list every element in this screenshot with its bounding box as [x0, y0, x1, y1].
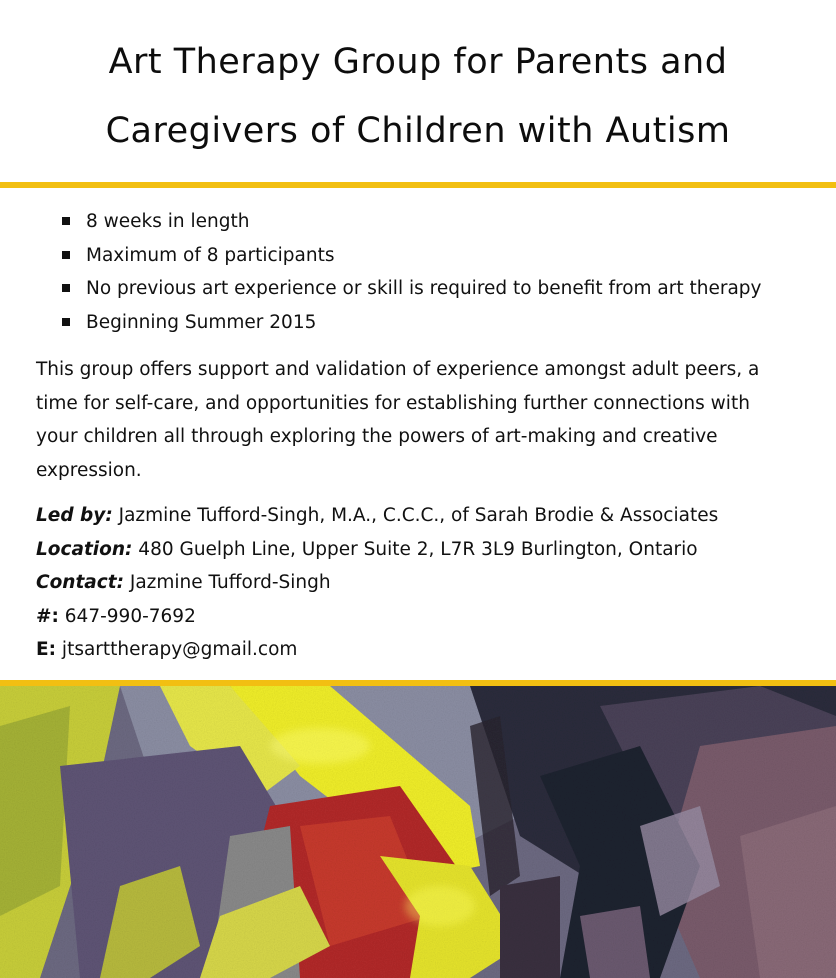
square-bullet-icon — [62, 284, 70, 292]
location-row — [36, 533, 806, 567]
top-accent-rule — [0, 182, 836, 188]
main-content — [36, 205, 806, 667]
led-by-row — [36, 499, 806, 533]
list-item-text: 8 weeks in length — [86, 211, 250, 232]
phone-row — [36, 600, 806, 634]
list-item-text: No previous art experience or skill is required to benefit from art therapy — [86, 278, 762, 299]
phone-label: #: — [36, 605, 59, 627]
abstract-painting-image — [0, 686, 836, 978]
led-by-label: Led by: — [36, 505, 113, 526]
title-line-1: Art Therapy Group for Parents and — [108, 42, 728, 82]
list-item-text: Maximum of 8 participants — [86, 244, 335, 266]
location-label: Location: — [36, 538, 133, 560]
square-bullet-icon — [62, 318, 70, 326]
list-item — [62, 205, 806, 239]
list-item — [62, 239, 806, 273]
feature-list — [62, 205, 806, 339]
group-description: This group offers support and validation of experience amongst adult peers, a time for self-care, and opportunities for establishing further connections with your children all through exploring the powers of art-making and creative expression. — [36, 359, 760, 481]
square-bullet-icon — [62, 217, 70, 225]
contact-value: Jazmine Tufford-Singh — [124, 572, 331, 593]
title-line-2: Caregivers of Children with Autism — [105, 111, 731, 151]
email-label: E: — [36, 639, 57, 660]
led-by-value: Jazmine Tufford-Singh, M.A., C.C.C., of Sarah Brodie & Associates — [112, 505, 719, 526]
email-row — [36, 633, 806, 667]
phone-value[interactable]: 647-990-7692 — [58, 605, 196, 627]
list-item-text: Beginning Summer 2015 — [86, 311, 317, 333]
contact-label: Contact: — [36, 572, 124, 593]
details-block — [36, 499, 806, 667]
location-value: 480 Guelph Line, Upper Suite 2, L7R 3L9 Burlington, Ontario — [132, 538, 698, 560]
contact-row — [36, 566, 806, 600]
poster-title — [0, 28, 836, 166]
square-bullet-icon — [62, 251, 70, 259]
email-value[interactable]: jtsarttherapy@gmail.com — [56, 639, 298, 660]
list-item — [62, 306, 806, 340]
list-item — [62, 272, 806, 306]
